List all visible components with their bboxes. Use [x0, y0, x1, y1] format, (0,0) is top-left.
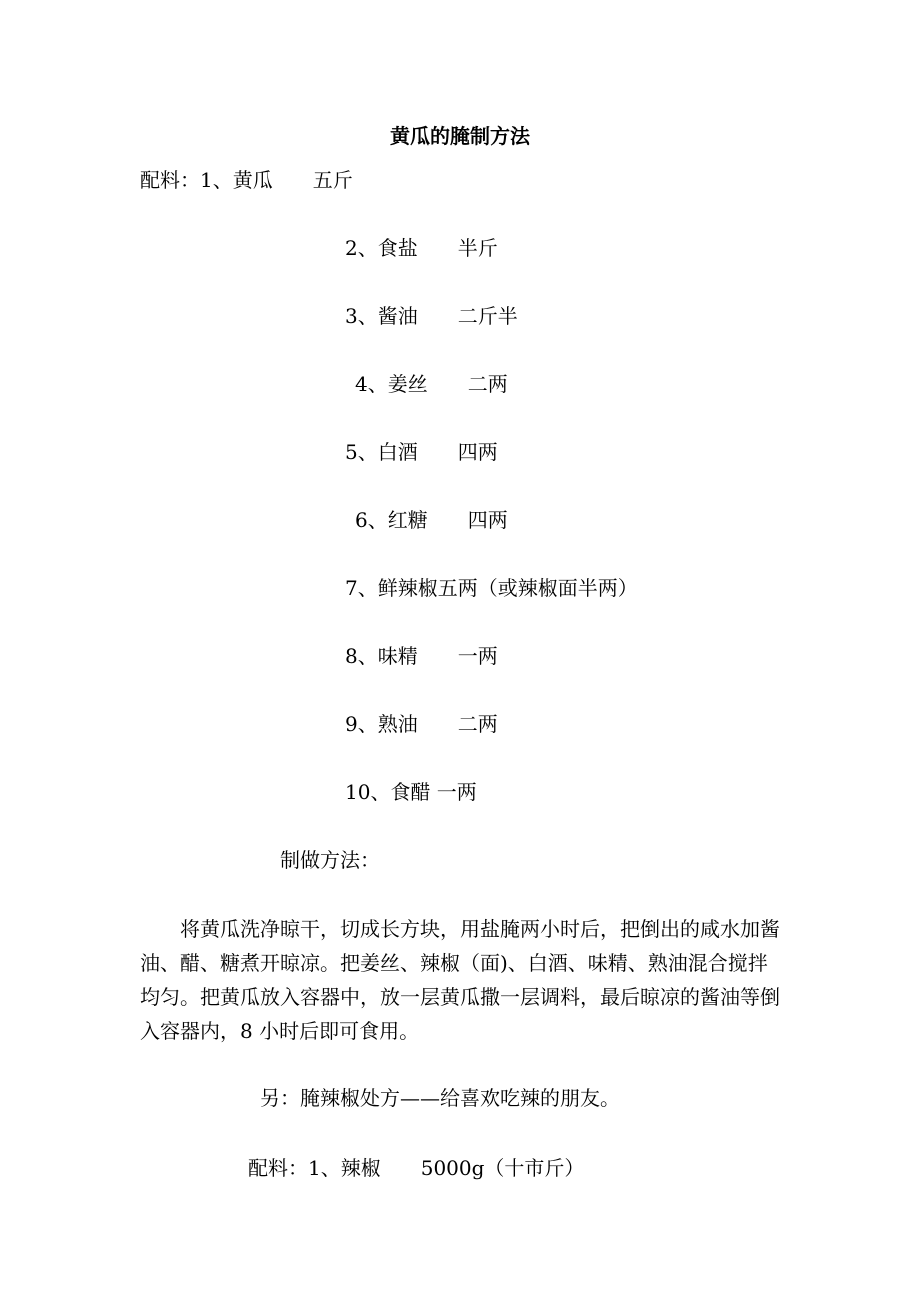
- method-paragraph: 将黄瓜洗净晾干，切成长方块，用盐腌两小时后，把倒出的咸水加酱油、醋、糖煮开晾凉。把姜丝、辣椒（面)、白酒、味精、熟油混合搅拌均匀。把黄瓜放入容器中，放一层黄瓜撒一层调料，最后晾凉的酱油等倒入容器内，8 小时后即可食用。: [140, 917, 780, 1043]
- ingredient-item: 8、味精 一两: [345, 644, 498, 668]
- ingredients-heading: 配料：1、黄瓜 五斤: [140, 168, 353, 192]
- ingredient-item: 7、鲜辣椒五两（或辣椒面半两）: [345, 576, 638, 600]
- ingredient-item: 2、食盐 半斤: [345, 236, 498, 260]
- ingredient-item: 4、姜丝 二两: [355, 372, 508, 396]
- ingredient-item: 9、熟油 二两: [345, 712, 498, 736]
- extra-ingredients-heading: 配料：1、辣椒 5000g（十市斤）: [248, 1156, 585, 1180]
- ingredient-item: 6、红糖 四两: [355, 508, 508, 532]
- ingredient-item: 3、酱油 二斤半: [345, 304, 518, 328]
- method-heading: 制做方法：: [280, 848, 380, 872]
- ingredient-item: 10、食醋 一两: [345, 780, 477, 804]
- extra-heading: 另：腌辣椒处方——给喜欢吃辣的朋友。: [260, 1086, 620, 1110]
- ingredient-item: 5、白酒 四两: [345, 440, 498, 464]
- document-title: 黄瓜的腌制方法: [390, 124, 530, 148]
